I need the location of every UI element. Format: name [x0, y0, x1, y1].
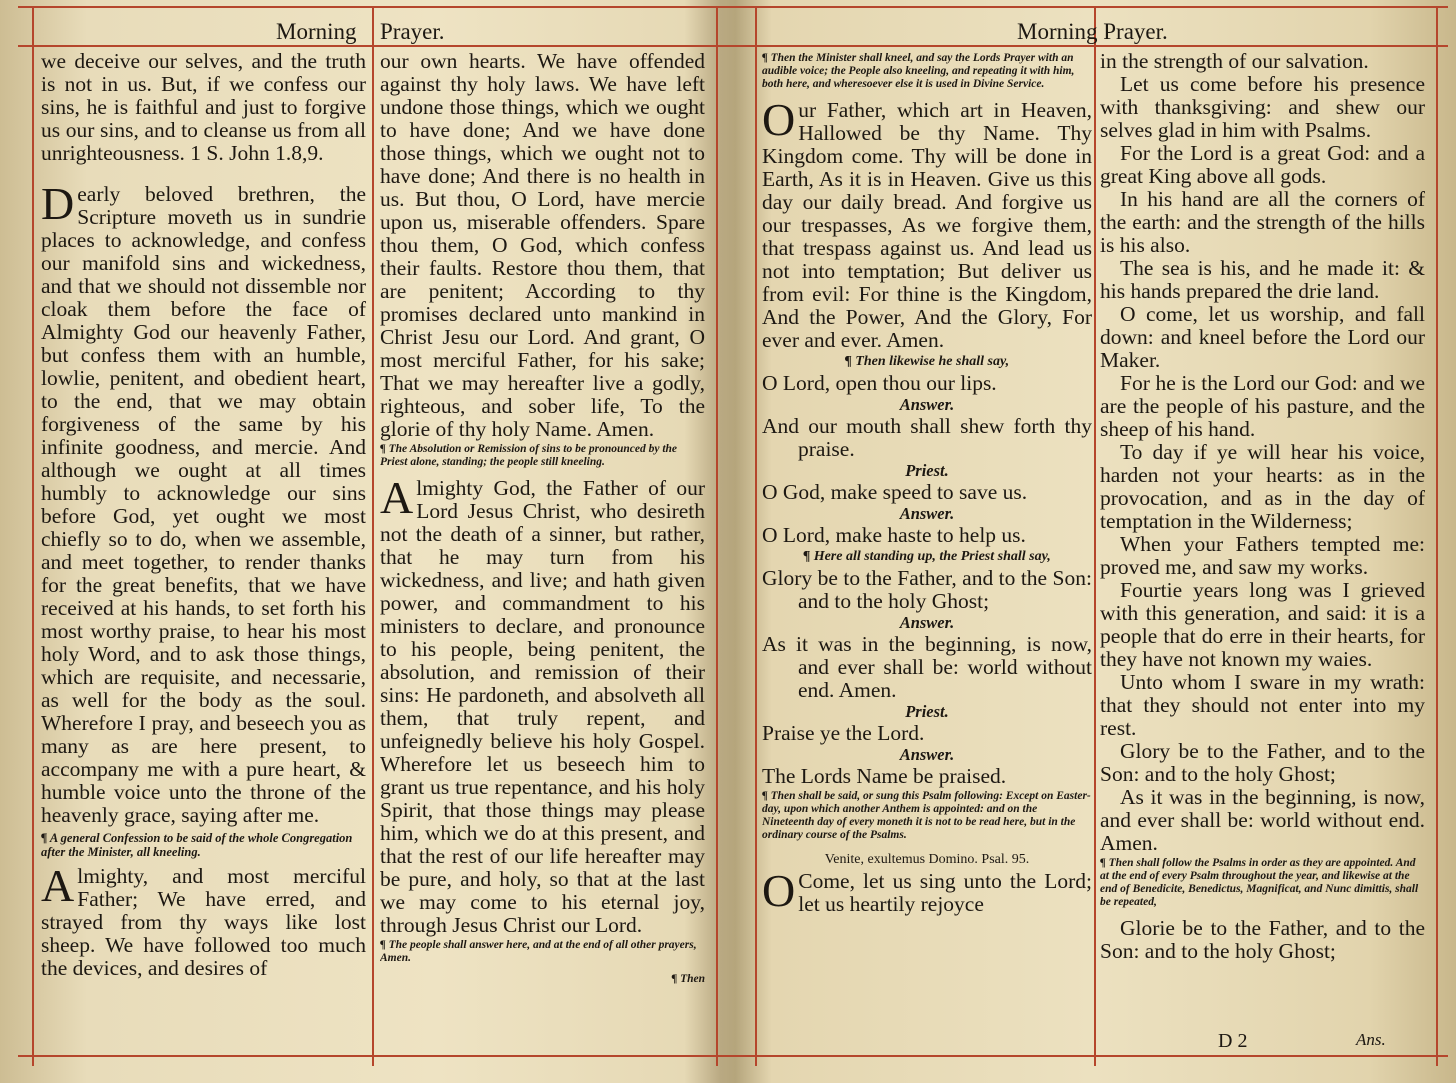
col3-response-1: And our mouth shall shew forth thy praise. — [762, 414, 1092, 461]
col3-rubric-3: ¶ Here all standing up, the Priest shall say, — [803, 549, 1051, 564]
col3-rubric-4: ¶ Then shall be said, or sung this Psalm following: Except on Easter-day, upon which another Anthem is appointed: and on the Nineteenth day of every moneth it is not to be read here, but in the ordinary course of the Psalms. — [762, 790, 1091, 841]
column-4 — [1100, 50, 1425, 1053]
col3-lords-prayer: Our Father, which art in Heaven, Hallowed be thy Name. Thy Kingdom come. Thy will be done in Earth, As it is in Heaven. Give us this day our daily bread. And forgive us our trespasses, As we forgive them, that trespass against us. And lead us not into temptation; But deliver us from evil: For thine is the Kingdom, And the Power, And the Glory, For ever and ever. Amen. — [762, 94, 1092, 352]
col4-verse-8: To day if ye will hear his voice, harden not your hearts: as in the provocation, and as in the day of temptation in the Wilderness; — [1100, 440, 1425, 533]
rule-top-outer — [18, 6, 1448, 8]
col4-verse-6: O come, let us worship, and fall down: and kneel before the Lord our Maker. — [1100, 302, 1425, 372]
col3-answer-1: Answer. — [899, 395, 955, 414]
rule-col3-col4 — [1094, 6, 1096, 1066]
rule-right — [1436, 6, 1438, 1066]
col3-versicle-3: Praise ye the Lord. — [762, 721, 925, 745]
col2-rubric-2: ¶ The people shall answer here, and at the end of all other prayers, Amen. — [380, 939, 697, 964]
rule-gutter-right — [755, 6, 757, 1066]
running-head-left: Morning — [276, 19, 357, 44]
col4-gloria-2: Glorie be to the Father, and to the Son: and to the holy Ghost; — [1100, 916, 1425, 963]
running-head-left-2: Prayer. — [380, 19, 445, 44]
col1-paragraph-1: we deceive our selves, and the truth is not in us. But, if we confess our sins, he is faithful and just to forgive us our sins, and to cleanse us from all unrighteousness. 1 S. John 1.8,9. — [41, 50, 366, 165]
col3-venite: OCome, let us sing unto the Lord; let us heartily rejoyce — [762, 865, 1092, 916]
rule-gutter-left — [716, 6, 718, 1066]
col3-versicle-1: O Lord, open thou our lips. — [762, 371, 997, 395]
col4-verse-2: Let us come before his presence with thanksgiving: and shew our selves glad in him with Psalms. — [1100, 72, 1425, 142]
col3-response-3: As it was in the beginning, is now, and ever shall be: world without end. Amen. — [762, 632, 1092, 702]
col3-venite-title: Venite, exultemus Domino. Psal. 95. — [824, 852, 1030, 867]
column-1 — [41, 50, 366, 1053]
column-3 — [762, 50, 1092, 1053]
catchword-right: Ans. — [1356, 1030, 1386, 1049]
col3-versicle-2: O God, make speed to save us. — [762, 480, 1028, 504]
col4-verse-7: For he is the Lord our God: and we are the people of his pasture, and the sheep of his hand. — [1100, 371, 1425, 441]
col3-rubric: ¶ Then the Minister shall kneel, and say the Lords Prayer with an audible voice; the People also kneeling, and repeating it with him, both here, and wheresoever else it is used in Divine Service. — [762, 52, 1075, 90]
col3-rubric-2: ¶ Then likewise he shall say, — [844, 354, 1010, 369]
col3-answer-2: Answer. — [899, 504, 955, 523]
col4-rubric: ¶ Then shall follow the Psalms in order as they are appointed. And at the end of every Psalm throughout the year, and likewise at the end of Benedicite, Benedictus, Magnificat, and Nunc dimittis, shall be repeated, — [1100, 857, 1419, 908]
col4-verse-9: When your Fathers tempted me: proved me, and saw my works. — [1100, 532, 1425, 579]
col2-confession-cont: our own hearts. We have offended against thy holy laws. We have left undone those things, which we ought to have done; And we have done those things, which we ought not to have done; And there is no health in us. But thou, O Lord, have mercie upon us, miserable offenders. Spare thou them, O God, which confess their faults. Restore thou them, that are penitent; According to thy promises declared unto mankind in Christ Jesu our Lord. And grant, O most merciful Father, for his sake; That we may hereafter live a godly, righteous, and sober life, To the glorie of thy holy Name. Amen. — [380, 50, 705, 441]
col1-exhortation: Dearly beloved brethren, the Scripture moveth us in sundrie places to acknowledge, and confess our manifold sins and wickedness, and that we should not dissemble nor cloak them before the face of Almighty God our heavenly Father, but confess them with an humble, lowlie, penitent, and obedient heart, to the end, that we may obtain forgiveness of the same by his infinite goodness, and mercie. And although we ought at all times humbly to acknowledge our sins before God, yet ought we most chiefly so to do, when we assemble, and meet together, to render thanks for the great benefits, that we have received at his hands, to set forth his most worthy praise, to hear his most holy Word, and to ask those things, which are requisite, and necessarie, as well for the body as the soul. Wherefore I pray, and beseech you as many as are here present, to accompany me with a pure heart, & humble voice unto the throne of the heavenly grace, saying after me. — [41, 178, 366, 827]
col1-confession: Almighty, and most merciful Father; We have erred, and strayed from thy ways like lost sheep. We have followed too much the devices, and desires of — [41, 860, 366, 980]
rule-left — [32, 6, 34, 1066]
col4-verse-10: Fourtie years long was I grieved with this generation, and said: it is a people that do erre in their hearts, for they have not known my waies. — [1100, 578, 1425, 671]
col4-gloria: Glory be to the Father, and to the Son: and to the holy Ghost; — [1100, 739, 1425, 786]
col3-answer-4: Answer. — [899, 745, 955, 764]
col4-verse-1: in the strength of our salvation. — [1100, 50, 1369, 73]
col3-answer-3: Answer. — [899, 613, 955, 632]
col3-response-4: The Lords Name be praised. — [762, 764, 1007, 788]
col4-verse-5: The sea is his, and he made it: & his hands prepared the drie land. — [1100, 256, 1425, 303]
col3-priest-2: Priest. — [905, 702, 949, 721]
running-head-right: Morning Prayer. — [1017, 19, 1168, 44]
col2-absolution: Almighty God, the Father of our Lord Jesus Christ, who desireth not the death of a sinner, but rather, that he may turn from his wickedness, and live; and hath given power, and commandment to his ministers to declare, and pronounce to his people, being penitent, the absolution, and remission of their sins: He pardoneth, and absolveth all them, that truly repent, and unfeignedly believe his holy Gospel. Wherefore let us beseech him to grant us true repentance, and his holy Spirit, that those things may please him, which we do at this present, and that the rest of our life hereafter may be pure, and holy, so that at the last we may come to his eternal joy, through Jesus Christ our Lord. — [380, 472, 705, 937]
col3-response-2: O Lord, make haste to help us. — [762, 523, 1026, 547]
col4-verse-3: For the Lord is a great God: and a great King above all gods. — [1100, 141, 1425, 188]
col2-rubric: ¶ The Absolution or Remission of sins to be pronounced by the Priest alone, standing; the people still kneeling. — [380, 443, 678, 468]
col2-catchword: ¶ Then — [671, 973, 705, 985]
rule-top — [18, 45, 1448, 47]
col4-sicut-erat: As it was in the beginning, is now, and ever shall be: world without end. Amen. — [1100, 785, 1425, 855]
col4-verse-11: Unto whom I sware in my wrath: that they should not enter into my rest. — [1100, 670, 1425, 740]
col1-rubric: ¶ A general Confession to be said of the whole Congregation after the Minister, all kneeling. — [41, 831, 353, 859]
column-2 — [380, 50, 705, 1053]
col3-priest-1: Priest. — [905, 461, 949, 480]
col3-gloria: Glory be to the Father, and to the Son: and to the holy Ghost; — [762, 566, 1092, 613]
signature-mark: D 2 — [1218, 1030, 1248, 1052]
rule-bottom — [18, 1055, 1448, 1057]
col4-verse-4: In his hand are all the corners of the earth: and the strength of the hills is his also. — [1100, 187, 1425, 257]
rule-col1-col2 — [372, 6, 374, 1066]
